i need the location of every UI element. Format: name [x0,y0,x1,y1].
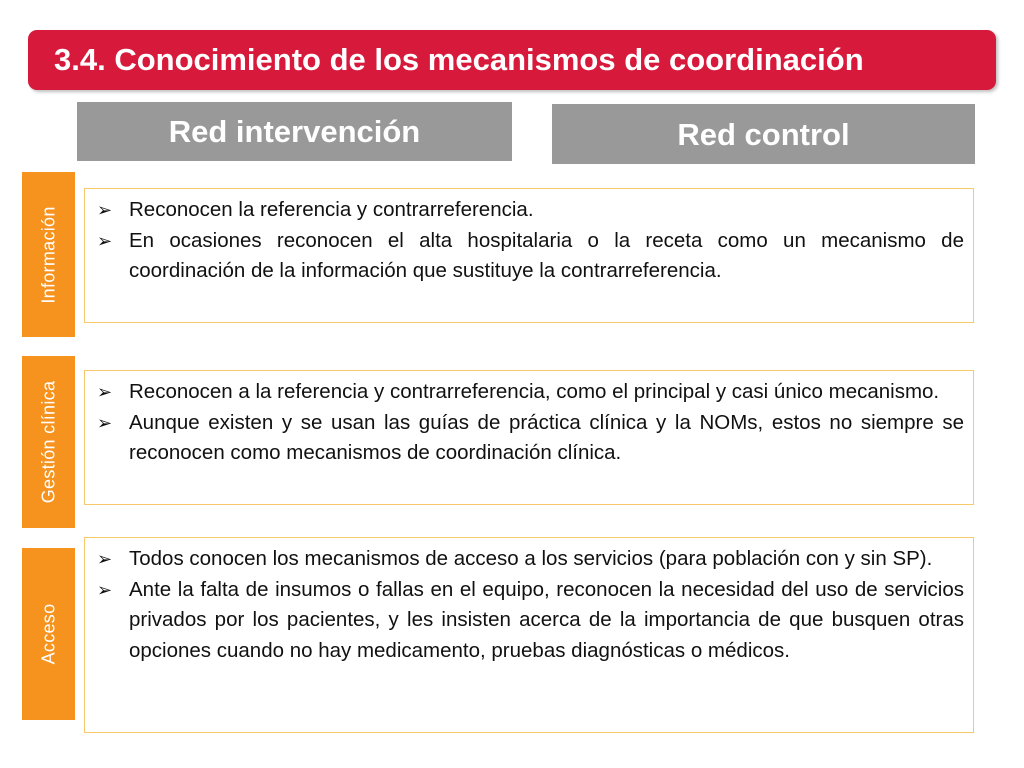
arrow-bullet-icon: ➢ [97,412,113,433]
content-box-gestion-clinica [84,370,974,505]
bullet-list [97,544,964,666]
section-label-acceso [22,548,75,720]
bullet-list [97,195,964,287]
arrow-bullet-icon: ➢ [97,579,113,600]
list-item: ➢ Reconocen la referencia y contrarreferencia. [97,195,964,226]
list-item: ➢ En ocasiones reconocen el alta hospitalaria o la receta como un mecanismo de coordinación de la información que sustituye la contrarreferencia. [97,226,964,287]
section-label-gestion-clinica [22,356,75,528]
arrow-bullet-icon: ➢ [97,549,113,569]
list-item: ➢ Reconocen a la referencia y contrarreferencia, como el principal y casi único mecanismo. [97,377,964,408]
list-item: ➢ Ante la falta de insumos o fallas en el equipo, reconocen la necesidad del uso de servicios privados por los pacientes, y les insisten acerca de la importancia de que busquen otras opciones cuando no hay medicamento, pruebas diagnósticas o médicos. [97,575,964,667]
page-title: 3.4. Conocimiento de los mecanismos de coordinación [54,42,864,77]
title-banner [28,30,996,90]
section-label-text: Acceso [38,603,58,665]
arrow-bullet-icon: ➢ [97,382,113,402]
content-box-acceso [84,537,974,733]
list-item: ➢ Todos conocen los mecanismos de acceso a los servicios (para población con y sin SP). [97,544,964,575]
list-item: ➢ Aunque existen y se usan las guías de práctica clínica y la NOMs, estos no siempre se reconocen como mecanismos de coordinación clínica. [97,408,964,469]
column-header-red-intervencion: Red intervención [77,102,512,161]
arrow-bullet-icon: ➢ [97,200,113,220]
section-label-informacion [22,172,75,337]
column-header-red-control: Red control [552,104,975,164]
section-label-text: Gestión clínica [38,380,58,504]
content-box-informacion [84,188,974,323]
section-label-text: Información [38,205,58,304]
arrow-bullet-icon: ➢ [97,230,113,251]
bullet-list [97,377,964,469]
